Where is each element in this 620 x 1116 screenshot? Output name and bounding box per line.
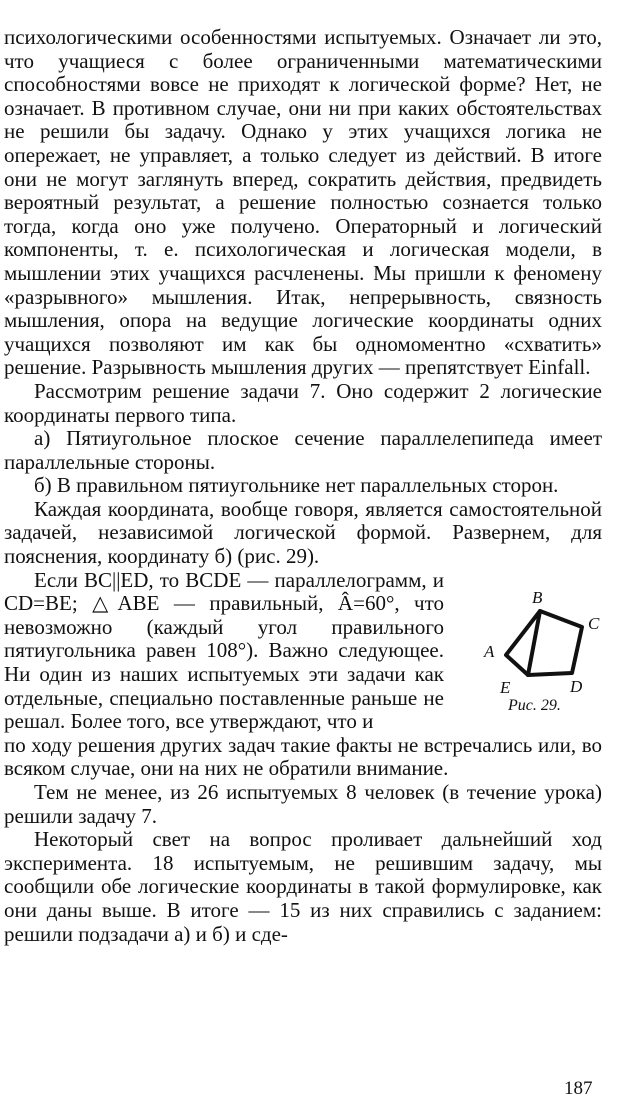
figure-29 bbox=[472, 579, 602, 729]
pentagon-diagram bbox=[472, 579, 602, 697]
paragraph-3: а) Пятиугольное плоское сечение параллелепипеда имеет параллельные стороны. bbox=[4, 426, 602, 474]
pentagon-outline bbox=[506, 611, 582, 675]
figure-caption: Рис. 29. bbox=[508, 696, 561, 714]
book-page bbox=[4, 26, 602, 1106]
paragraph-6: Если BC||ED, то BCDE — параллелограмм, и CD=BE; △ABE — правильный, Â=60°, что невозможно (каждый угол правильного пятиугольника равен 108°). Важно следующее. Ни один из наших испытуемых эти задачи как отдельные, специально поставленные раньше не решал. Более того, все утверждают, что и bbox=[4, 567, 444, 734]
paragraph-1: психологическими особенностями испытуемых. Означает ли это, что учащиеся с более ограниченными математическими способностями вовсе не приходят к логической форме? Нет, не означает. В противном случае, они ни при каких обстоятельствах не решили бы задачу. Однако у этих учащихся логика не опережает, не управляет, а только следует из действий. В итоге они не могут заглянуть вперед, сократить действия, предвидеть вероятный результат, а решение полностью сознается только тогда, когда оно уже получено. Операторный и логический компоненты, т. е. психологическая и логическая модели, в мышлении этих учащихся расчленены. Мы пришли к феномену «разрывного» мышления. Итак, непрерывность, связность мышления, опора на ведущие логические координаты одних учащихся позволяют им как бы одномоментно «схватить» решение. Разрывность мышления других — препятствует Einfall. bbox=[4, 25, 602, 380]
vertex-label-b: B bbox=[532, 587, 543, 607]
page-number: 187 bbox=[564, 1078, 593, 1099]
paragraph-9: Некоторый свет на вопрос проливает дальнейший ход эксперимента. 18 испытуемым, не решившим задачу, мы сообщили обе логические координаты в такой формулировке, как они даны выше. В итоге — 15 из них справились с заданием: решили подзадачи а) и б) и сде- bbox=[4, 827, 602, 946]
vertex-label-c: C bbox=[588, 613, 600, 633]
paragraph-7: по ходу решения других задач такие факты не встречались или, во всяком случае, они на них не обратили внимание. bbox=[4, 732, 602, 781]
paragraph-8: Тем не менее, из 26 испытуемых 8 человек (в течение урока) решили задачу 7. bbox=[4, 780, 602, 828]
paragraph-4: б) В правильном пятиугольнике нет параллельных сторон. bbox=[34, 473, 559, 498]
vertex-label-d: D bbox=[570, 676, 583, 696]
paragraph-5: Каждая координата, вообще говоря, является самостоятельной задачей, независимой логической формой. Развернем, для пояснения, координату б) (рис. 29). bbox=[4, 496, 602, 569]
paragraph-2: Рассмотрим решение задачи 7. Оно содержит 2 логические координаты первого типа. bbox=[4, 378, 602, 427]
figure-wrap-section bbox=[4, 569, 602, 734]
vertex-label-e: E bbox=[500, 677, 511, 697]
vertex-label-a: A bbox=[484, 641, 495, 661]
